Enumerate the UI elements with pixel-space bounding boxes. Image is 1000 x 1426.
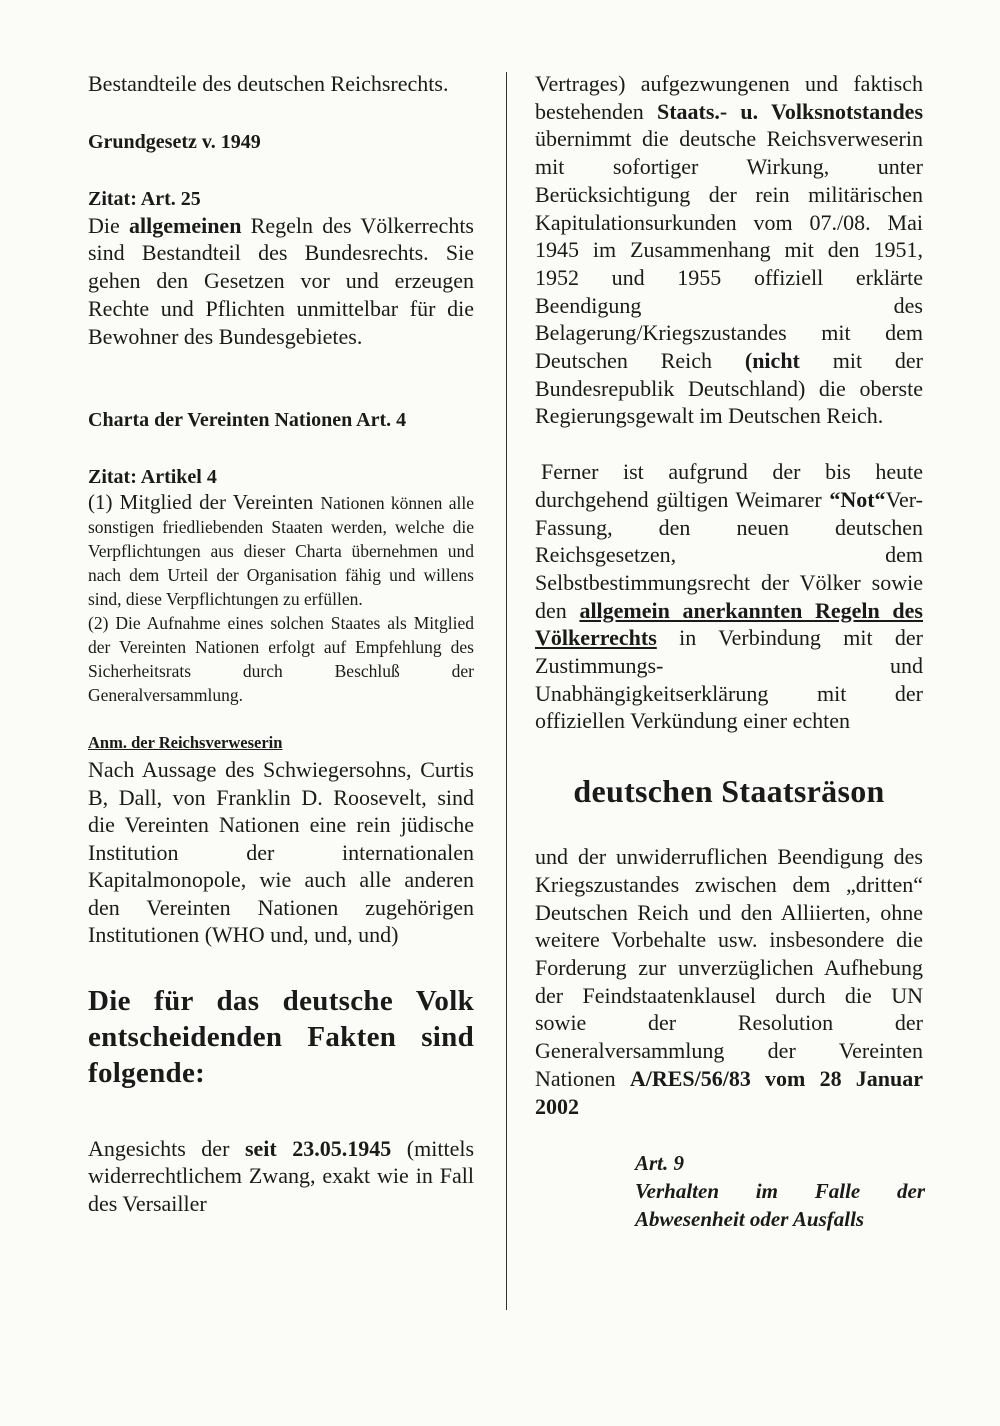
text-run: (mittels widerrechtlichem Zwang, exakt wie in Fall des Versailler: [88, 1135, 475, 1217]
text-run: Vertrages) aufgezwungenen und faktisch bestehenden: [535, 71, 923, 124]
bold-text: (nicht: [744, 348, 800, 374]
column-divider: [506, 72, 507, 1310]
article-9-title: Art. 9: [635, 1151, 685, 1176]
paragraph-angesichts: [88, 1135, 474, 1218]
text-run: mit der Bundesrepublik Deutschland) die oberste Regierungsgewalt im Deutschen Reich.: [535, 348, 923, 429]
article-9-text: Verhalten im Falle der Abwesenheit oder Ausfalls: [635, 1178, 925, 1231]
big-heading-staatsraeson: deutschen Staatsräson: [573, 773, 885, 810]
big-heading-fakten: Die für das deutsche Volk entscheidenden Fakten sind folgende:: [88, 984, 474, 1089]
bold-text: seit 23.05.1945: [244, 1135, 392, 1161]
left-column: [88, 70, 474, 1218]
paragraph-reichsrecht: Bestandteile des deutschen Reichsrechts.: [88, 71, 449, 96]
paragraph-annotation: Nach Aussage des Schwiegersohns, Curtis B, Dall, von Franklin D. Roosevelt, sind die Vereinten Nationen eine rein jüdische Institution der internationalen Kapitalmonopole, wie auch alle anderen den Vereinten Nationen zugehörigen Institutionen (WHO und, und, und): [88, 757, 474, 948]
text-run: und der unwiderruflichen Beendigung des Kriegszustandes zwischen dem „dritten“ Deutschen Reich und den Alliierten, ohne weitere Vorbehalte usw. insbesondere die Forderung zur unverzüglichen Aufhebung der Feindstaatenklausel durch die UN sowie der Resolution der Generalversammlung der Vereinten Nationen: [535, 844, 923, 1091]
annotation-label: [88, 731, 474, 756]
paragraph-regierungsgewalt: [535, 70, 923, 430]
text-run: Regeln des Völkerrechts sind Bestandteil des Bundesrechts. Sie gehen den Gesetzen vor und erzeugen Rechte und Pflichten unmittelbar für die Bewohner des Bundesgebietes.: [88, 212, 474, 349]
text-run: (1) Mitglied der Vereinten: [88, 490, 321, 515]
heading-grundgesetz: Grundgesetz v. 1949: [88, 130, 261, 153]
annotation-title: Anm. der Reichsverweserin: [88, 733, 283, 753]
text-run: Ver-Fassung, den neuen deutschen Reichsgesetzen, dem Selbstbestimmungsrecht der Völker sowie den: [535, 486, 923, 623]
text-run: Die: [88, 212, 129, 238]
article-9-block: [635, 1150, 925, 1233]
text-run: Angesichts der: [88, 1135, 245, 1161]
heading-charta: Charta der Vereinten Nationen Art. 4: [88, 409, 407, 432]
paragraph-ferner: [535, 458, 923, 735]
text-run: Nationen können alle sonstigen friedliebenden Staaten werden, welche die Verpflichtungen aus dieser Charta übernehmen und nach dem Urteil der Organisation fähig und willens sind, diese Verpflichtungen zu erfüllen.: [88, 493, 474, 610]
bold-text: Staats.- u. Volksnotstandes: [656, 98, 924, 124]
bold-text: allgemeinen: [129, 212, 242, 238]
bold-text: “Not“: [829, 486, 886, 512]
bold-text: A/RES/56/83 vom 28 Januar 2002: [535, 1065, 923, 1119]
paragraph-beendigung: [535, 843, 923, 1120]
paragraph-art4-1: [88, 490, 474, 611]
paragraph-art4-2: (2) Die Aufnahme eines solchen Staates als Mitglied der Vereinten Nationen erfolgt auf Empfehlung des Sicherheitsrats durch Beschluß der Generalversammlung.: [88, 613, 474, 706]
right-column: [535, 70, 923, 1233]
text-run: in Verbindung mit der Zustimmungs- und Unabhängigkeitserklärung mit der offiziellen Verkündung einer echten: [535, 625, 923, 734]
text-run: Ferner ist aufgrund der bis heute durchgehend gültigen Weimarer: [535, 459, 923, 512]
heading-zitat-artikel4: Zitat: Artikel 4: [88, 466, 217, 489]
heading-zitat-art25: Zitat: Art. 25: [88, 187, 201, 210]
text-run: übernimmt die deutsche Reichsverweserin mit sofortiger Wirkung, unter Berücksichtigung der rein militärischen Kapitulationsurkunden vom 07./08. Mai 1945 im Zusammenhang mit den 1951, 1952 und 1955 offiziell erklärte Beendigung des Belagerung/Kriegszustandes mit dem Deutschen Reich: [535, 126, 923, 374]
underlined-text: allgemein anerkannten Regeln des Völkerrechts: [535, 597, 923, 651]
paragraph-art25: [88, 212, 474, 351]
